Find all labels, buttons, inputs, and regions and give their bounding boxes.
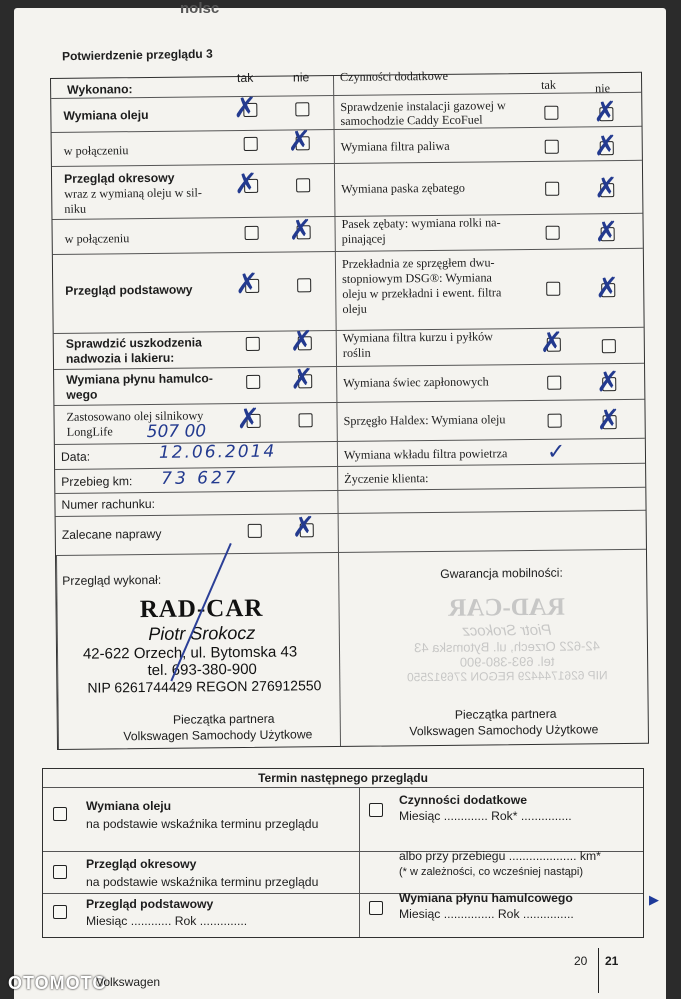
left-row-combined-1: w połączeniu <box>63 143 129 158</box>
header-divider <box>51 92 641 99</box>
check-mark: ✗ <box>288 213 313 247</box>
checkbox-spark-yes[interactable] <box>547 376 561 390</box>
right-row-dsg: Przekładnia ze sprzęgłem dwu- <box>341 255 495 271</box>
right-row-dsg-line4: oleju <box>342 301 367 316</box>
page-divider <box>598 948 599 993</box>
right-row-air-filter: Wymiana wkładu filtra powietrza <box>343 446 508 462</box>
mileage-label: Przebieg km: <box>61 474 133 489</box>
check-mark: ✗ <box>593 129 618 163</box>
checkbox-dsg-yes[interactable] <box>546 282 560 296</box>
left-row-brake-fluid: Wymiana płynu hamulco- <box>66 371 213 387</box>
date-handwritten: 12.06.2014 <box>158 441 277 463</box>
check-mark: ✗ <box>539 325 564 359</box>
next-brake-checkbox[interactable] <box>369 901 383 915</box>
checkbox-combined-1-yes[interactable] <box>244 137 258 151</box>
checkbox-repairs-yes[interactable] <box>248 524 262 538</box>
service-confirmation-table <box>50 68 649 750</box>
right-row-pollen-filter: Wymiana filtra kurzu i pyłków <box>342 329 494 345</box>
checkbox-roller-yes[interactable] <box>546 226 560 240</box>
center-column-divider <box>333 76 341 746</box>
check-mark: ✗ <box>596 403 621 437</box>
next-basic-sub: Miesiąc ............ Rok .............. <box>86 914 248 928</box>
checkbox-haldex-yes[interactable] <box>548 414 562 428</box>
page-number-right: 21 <box>605 954 619 968</box>
checkbox-fuel-yes[interactable] <box>545 140 559 154</box>
left-row-periodic: Przegląd okresowy <box>63 170 175 186</box>
partner-stamp-right-line2: Volkswagen Samochody Użytkowe <box>409 722 599 739</box>
checkbox-combined-2-yes[interactable] <box>245 226 259 240</box>
check-mark: ✗ <box>594 171 618 205</box>
next-service-title: Termin następnego przeglądu <box>43 769 643 788</box>
checkbox-oil-used-no[interactable] <box>299 413 313 427</box>
right-row-dsg-line3: oleju w przekładni i ewent. filtra <box>342 285 502 301</box>
check-mark: ✓ <box>546 439 566 465</box>
stamp-name: RAD-CAR <box>139 594 264 624</box>
mirrored-stamp-phone: tel. 693-380-900 <box>459 653 555 670</box>
next-extra-label: Czynności dodatkowe <box>399 793 527 807</box>
checkbox-timing-yes[interactable] <box>545 182 559 196</box>
right-row-tension-roller-line2: pinającej <box>341 231 386 246</box>
next-brake-sub: Miesiąc ............... Rok ............... <box>399 907 574 921</box>
service-done-label: Przegląd wykonał: <box>62 572 162 588</box>
next-page-arrow-icon[interactable]: ▶ <box>649 892 659 907</box>
next-periodic-sub: na podstawie wskaźnika terminu przeglądu <box>86 875 319 889</box>
check-mark: ✗ <box>233 90 257 125</box>
divider <box>56 555 59 749</box>
left-row-periodic-line3: niku <box>64 201 87 216</box>
top-fragment-text: nolsc <box>180 0 220 17</box>
right-row-pollen-filter-line2: roślin <box>342 345 371 360</box>
checkbox-gas-yes[interactable] <box>544 106 558 120</box>
row-divider <box>54 399 644 406</box>
left-row-body-check: Sprawdzić uszkodzenia <box>65 335 202 351</box>
left-row-combined-2: w połączeniu <box>64 231 130 246</box>
check-mark: ✗ <box>596 365 620 399</box>
next-brake-label: Wymiana płynu hamulcowego <box>399 891 573 905</box>
mirrored-stamp-address: 42-622 Orzech, ul. Bytomska 43 <box>414 638 600 656</box>
left-row-oil-change: Wymiana oleju <box>63 107 149 123</box>
left-row-periodic-line2: wraz z wymianą oleju w sil- <box>64 185 203 201</box>
mirrored-stamp <box>386 593 627 685</box>
mileage-handwritten: 73 627 <box>161 468 239 489</box>
next-extra-sub: Miesiąc ............. Rok* ............... <box>399 809 572 823</box>
no-header-left: nie <box>292 70 310 85</box>
no-header-right: nie <box>595 81 611 96</box>
stamp-address: 42-622 Orzech, ul. Bytomska 43 <box>82 643 298 663</box>
row-divider <box>52 160 642 167</box>
right-row-spark-plugs: Wymiana świec zapłonowych <box>343 374 489 390</box>
right-row-gas: Sprawdzenie instalacji gazowej w <box>340 98 506 114</box>
left-row-body-check-line2: nadwozia i lakieru: <box>65 350 175 366</box>
page-title: Potwierdzenie przeglądu 3 <box>61 46 213 64</box>
left-row-oil-used-line2: LongLife <box>66 424 113 439</box>
footer-brand: Volkswagen <box>96 975 161 989</box>
watermark-text: OTOMOTO <box>8 973 108 993</box>
check-mark: ✗ <box>234 266 259 301</box>
right-row-dsg-line2: stopniowym DSG®: Wymiana <box>342 270 492 286</box>
right-row-gas-line2: samochodzie Caddy EcoFuel <box>340 112 483 128</box>
row-divider <box>53 248 643 255</box>
next-periodic-label: Przegląd okresowy <box>86 857 197 871</box>
next-extra-checkbox[interactable] <box>369 803 383 817</box>
check-mark: ✗ <box>287 124 312 158</box>
right-row-tension-roller: Pasek zębaty: wymiana rolki na- <box>341 215 501 231</box>
oil-spec-handwritten: 507 00 <box>146 421 207 443</box>
bottom-center-divider <box>359 787 360 937</box>
partner-stamp-left-line2: Volkswagen Samochody Użytkowe <box>123 727 313 744</box>
partner-stamp-left-line1: Pieczątka partnera <box>172 711 275 727</box>
row-divider <box>55 487 645 494</box>
check-mark: ✗ <box>291 510 316 544</box>
page-number-left: 20 <box>574 954 588 968</box>
checkbox-periodic-no[interactable] <box>296 178 310 192</box>
left-row-oil-used: Zastosowano olej silnikowy <box>66 408 204 424</box>
checkbox-oil-change-no[interactable] <box>295 102 309 116</box>
yes-header-right: tak <box>541 77 557 92</box>
stamp-owner: Piotr Srokocz <box>148 622 256 645</box>
check-mark: ✗ <box>289 362 314 396</box>
next-mileage-line: albo przy przebiegu .................... km* <box>399 849 601 863</box>
checkbox-pollen-no[interactable] <box>602 339 616 353</box>
stamp-nip-regon: NIP 6261744429 REGON 276912550 <box>87 677 322 696</box>
mobility-label: Gwarancja mobilności: <box>440 565 563 581</box>
check-mark: ✗ <box>233 166 258 201</box>
additional-header: Czynności dodatkowe <box>339 68 449 84</box>
yes-header-left: tak <box>236 70 254 86</box>
checkbox-body-yes[interactable] <box>246 337 260 351</box>
next-oil-checkbox[interactable] <box>53 807 67 821</box>
mirrored-stamp-owner: Piotr Srokocz <box>462 621 552 640</box>
check-mark: ✗ <box>595 271 619 305</box>
right-row-fuel-filter: Wymiana filtra paliwa <box>340 138 450 154</box>
client-wish-label: Życzenie klienta: <box>344 471 429 486</box>
next-basic-label: Przegląd podstawowy <box>86 897 214 911</box>
next-mileage-note: (* w zależności, co wcześniej nastąpi) <box>399 866 584 878</box>
checkbox-basic-no[interactable] <box>297 278 311 292</box>
check-mark: ✗ <box>594 215 619 249</box>
left-row-basic-service: Przegląd podstawowy <box>65 282 193 298</box>
invoice-label: Numer rachunku: <box>61 496 156 512</box>
next-service-box <box>42 768 644 938</box>
next-basic-checkbox[interactable] <box>53 905 67 919</box>
right-row-haldex: Sprzęgło Haldex: Wymiana oleju <box>343 412 506 428</box>
next-periodic-checkbox[interactable] <box>53 865 67 879</box>
check-mark: ✗ <box>289 324 314 358</box>
check-mark: ✗ <box>236 401 261 436</box>
performed-header: Wykonano: <box>67 82 133 97</box>
stamp-phone: tel. 693-380-900 <box>147 660 257 680</box>
mirrored-stamp-nip-regon: NIP 6261744429 REGON 276912550 <box>406 668 608 685</box>
check-mark: ✗ <box>593 95 618 129</box>
row-divider <box>56 549 646 556</box>
right-row-timing-belt: Wymiana paska zębatego <box>341 180 466 196</box>
checkbox-brake-yes[interactable] <box>246 375 260 389</box>
left-row-brake-fluid-line2: wego <box>66 387 98 402</box>
recommended-repairs-label: Zalecane naprawy <box>61 526 162 542</box>
next-oil-label: Wymiana oleju <box>86 799 172 813</box>
mirrored-stamp-name: RAD-CAR <box>448 593 566 622</box>
partner-stamp-right-line1: Pieczątka partnera <box>454 706 557 722</box>
next-oil-sub: na podstawie wskaźnika terminu przeglądu <box>86 817 319 831</box>
date-label: Data: <box>60 449 91 464</box>
